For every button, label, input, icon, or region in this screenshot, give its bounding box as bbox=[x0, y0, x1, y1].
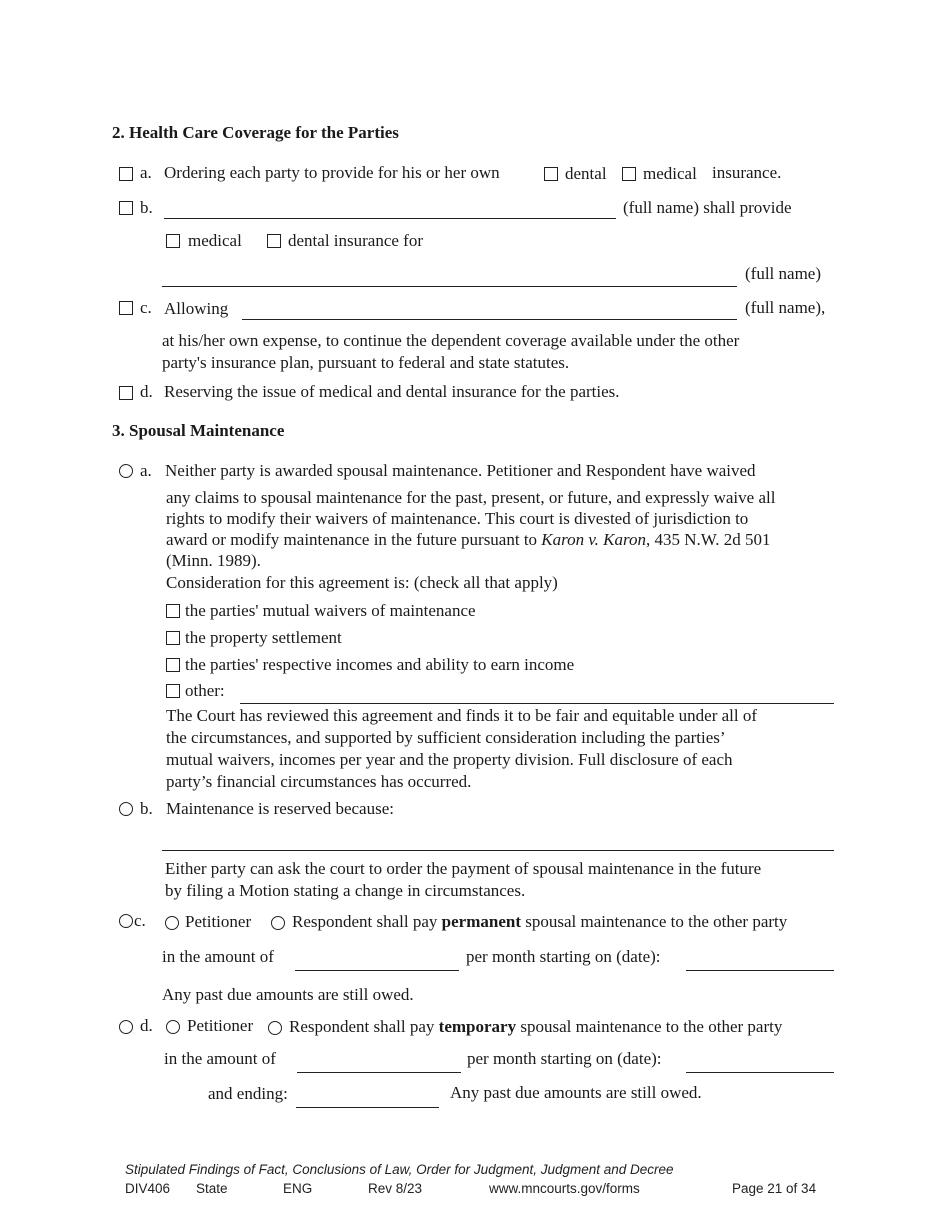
item-3b-text: Maintenance is reserved because: bbox=[166, 799, 394, 818]
full-name-input-2c[interactable] bbox=[242, 319, 737, 320]
item-letter: a. bbox=[140, 461, 152, 480]
start-date-input-3d[interactable] bbox=[686, 1072, 834, 1073]
maintenance-kind: temporary bbox=[438, 1017, 517, 1036]
footer-page-number: Page 21 of 34 bbox=[732, 1181, 817, 1196]
item-3a-line4-pre: award or modify maintenance in the future pursuant to bbox=[166, 530, 542, 549]
radio-3d[interactable] bbox=[119, 1020, 133, 1034]
dental-insurance-for-label: dental insurance for bbox=[288, 231, 423, 250]
item-2a-text: Ordering each party to provide for his or her own bbox=[164, 163, 500, 182]
item-letter: b. bbox=[140, 799, 153, 818]
item-letter: d. bbox=[140, 1016, 153, 1035]
radio-3c-petitioner[interactable] bbox=[165, 916, 179, 930]
item-letter: c. bbox=[134, 911, 146, 930]
consideration-label: Consideration for this agreement is: (check all that apply) bbox=[166, 573, 558, 592]
footer-url[interactable]: www.mncourts.gov/forms bbox=[489, 1181, 640, 1196]
item-letter: c. bbox=[140, 298, 152, 317]
review-line2: the circumstances, and supported by sufficient consideration including the parties’ bbox=[166, 728, 726, 747]
respondent-label: Respondent shall pay bbox=[289, 1017, 435, 1036]
amount-input-3d[interactable] bbox=[297, 1072, 461, 1073]
full-name-label: (full name) bbox=[745, 264, 821, 283]
reserved-reason-input[interactable] bbox=[162, 850, 834, 851]
radio-3c-respondent[interactable] bbox=[271, 916, 285, 930]
radio-3a[interactable] bbox=[119, 464, 133, 478]
respondent-label: Respondent shall pay bbox=[292, 912, 438, 931]
amount-input-3c[interactable] bbox=[295, 970, 459, 971]
checkbox-2d[interactable] bbox=[119, 386, 133, 400]
item-letter: b. bbox=[140, 198, 153, 217]
item-2c-text-line1: at his/her own expense, to continue the dependent coverage available under the other bbox=[162, 331, 740, 350]
full-name-label: (full name), bbox=[745, 298, 826, 317]
footer-state: State bbox=[196, 1181, 228, 1196]
section-3-heading: 3. Spousal Maintenance bbox=[112, 421, 285, 440]
radio-3b[interactable] bbox=[119, 802, 133, 816]
item-3a-line4 bbox=[166, 530, 771, 550]
item-3d-text bbox=[289, 1017, 782, 1037]
per-month-label: per month starting on (date): bbox=[466, 947, 661, 966]
checkbox-2c[interactable] bbox=[119, 301, 133, 315]
start-date-input-3c[interactable] bbox=[686, 970, 834, 971]
checkbox-property-settlement[interactable] bbox=[166, 631, 180, 645]
allowing-label: Allowing bbox=[164, 299, 229, 318]
radio-3d-petitioner[interactable] bbox=[166, 1020, 180, 1034]
insurance-label: insurance. bbox=[712, 163, 782, 182]
note-line2: by filing a Motion stating a change in circumstances. bbox=[165, 881, 526, 900]
footer-language: ENG bbox=[283, 1181, 313, 1196]
checkbox-2a[interactable] bbox=[119, 167, 133, 181]
checkbox-2a-dental[interactable] bbox=[544, 167, 558, 181]
note-line1: Either party can ask the court to order the payment of spousal maintenance in the future bbox=[165, 859, 762, 878]
checkbox-2b-dental[interactable] bbox=[267, 234, 281, 248]
item-2d-text: Reserving the issue of medical and dental insurance for the parties. bbox=[164, 382, 620, 401]
item-letter: a. bbox=[140, 163, 152, 182]
maintenance-kind: permanent bbox=[441, 912, 521, 931]
full-name-input-2b[interactable] bbox=[164, 218, 616, 219]
petitioner-label: Petitioner bbox=[185, 912, 252, 931]
footer-title: Stipulated Findings of Fact, Conclusions of Law, Order for Judgment, Judgment and Decree bbox=[125, 1162, 674, 1177]
per-month-label: per month starting on (date): bbox=[467, 1049, 662, 1068]
item-3a-line4-post: , 435 N.W. 2d 501 bbox=[645, 530, 771, 549]
full-name-input-2b-2[interactable] bbox=[162, 286, 737, 287]
checkbox-2b-medical[interactable] bbox=[166, 234, 180, 248]
dental-label: dental bbox=[565, 164, 607, 183]
item-3c-rest: spousal maintenance to the other party bbox=[525, 912, 788, 931]
review-line1: The Court has reviewed this agreement and finds it to be fair and equitable under all of bbox=[166, 706, 758, 725]
end-date-input-3d[interactable] bbox=[296, 1107, 439, 1108]
medical-label: medical bbox=[643, 164, 697, 183]
review-line3: mutual waivers, incomes per year and the property division. Full disclosure of each bbox=[166, 750, 733, 769]
section-2-heading: 2. Health Care Coverage for the Parties bbox=[112, 123, 399, 142]
case-citation: Karon v. Karon bbox=[541, 530, 646, 549]
option-label: the parties' mutual waivers of maintenance bbox=[185, 601, 476, 620]
ending-label: and ending: bbox=[208, 1084, 288, 1103]
amount-label: in the amount of bbox=[162, 947, 274, 966]
footer-form-number: DIV406 bbox=[125, 1181, 171, 1196]
item-2c-text-line2: party's insurance plan, pursuant to federal and state statutes. bbox=[162, 353, 570, 372]
radio-3c[interactable] bbox=[119, 914, 133, 928]
checkbox-other[interactable] bbox=[166, 684, 180, 698]
item-letter: d. bbox=[140, 382, 153, 401]
item-3d-rest: spousal maintenance to the other party bbox=[520, 1017, 783, 1036]
review-line4: party’s financial circumstances has occurred. bbox=[166, 772, 472, 791]
item-3c-text bbox=[292, 912, 787, 932]
checkbox-2a-medical[interactable] bbox=[622, 167, 636, 181]
medical-label: medical bbox=[188, 231, 242, 250]
checkbox-incomes[interactable] bbox=[166, 658, 180, 672]
item-3a-line5: (Minn. 1989). bbox=[166, 551, 261, 570]
petitioner-label: Petitioner bbox=[187, 1016, 254, 1035]
option-label: other: bbox=[185, 681, 225, 700]
item-3a-line3: rights to modify their waivers of maintenance. This court is divested of jurisdiction to bbox=[166, 509, 749, 528]
item-3a-line1: Neither party is awarded spousal maintenance. Petitioner and Respondent have waived bbox=[165, 461, 756, 480]
footer-revision: Rev 8/23 bbox=[368, 1181, 423, 1196]
past-due-label: Any past due amounts are still owed. bbox=[162, 985, 414, 1004]
past-due-label: Any past due amounts are still owed. bbox=[450, 1083, 702, 1102]
full-name-shall-provide-label: (full name) shall provide bbox=[623, 198, 792, 217]
radio-3d-respondent[interactable] bbox=[268, 1021, 282, 1035]
item-3a-line2: any claims to spousal maintenance for the past, present, or future, and expressly waive all bbox=[166, 488, 776, 507]
checkbox-2b[interactable] bbox=[119, 201, 133, 215]
amount-label: in the amount of bbox=[164, 1049, 276, 1068]
option-label: the property settlement bbox=[185, 628, 342, 647]
other-input[interactable] bbox=[240, 703, 834, 704]
checkbox-mutual-waivers[interactable] bbox=[166, 604, 180, 618]
option-label: the parties' respective incomes and ability to earn income bbox=[185, 655, 575, 674]
